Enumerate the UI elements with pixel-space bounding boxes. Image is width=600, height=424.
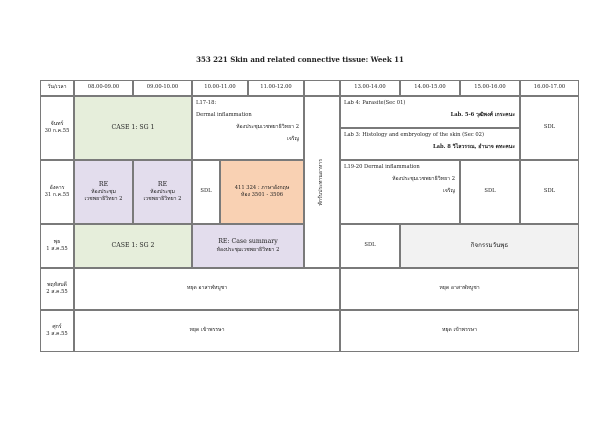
exam-cell <box>220 160 304 224</box>
case-sg2-cell: CASE 1: SG 2 <box>74 224 192 268</box>
header-time-cell: 16.00-17.00 <box>520 80 579 96</box>
sdl-cell: SDL <box>340 224 400 268</box>
re-room-line2: เวชพยาธิวิทยา 2 <box>143 196 182 203</box>
day-name: พุธ <box>53 238 61 245</box>
lab4-cell <box>340 96 520 128</box>
re-room-line1: ห้องประชุม <box>150 189 175 196</box>
day-cell <box>40 96 74 160</box>
re-room: ห้องประชุมเวชพยาธิวิทยา 2 <box>216 246 280 253</box>
lecture-room: ห้องประชุมเวชพยาธิวิทยา 2 <box>392 176 455 182</box>
re-title: RE <box>98 180 109 188</box>
exam-course: 411 324 : ภาษาอังกฤษ <box>234 184 290 191</box>
header-time-cell: 09.00-10.00 <box>133 80 192 96</box>
day-cell <box>40 224 74 268</box>
lecture-teacher: เจริญ <box>442 188 455 194</box>
re-room-line2: เวชพยาธิวิทยา 2 <box>84 196 123 203</box>
header-time-cell: 13.00-14.00 <box>340 80 400 96</box>
header-day-cell: วัน/เวลา <box>40 80 74 96</box>
re-title: RE <box>157 180 168 188</box>
lecture-room: ห้องประชุมเวชพยาธิวิทยา 2 <box>236 124 299 130</box>
day-name: อังคาร <box>49 184 65 191</box>
day-cell <box>40 268 74 310</box>
lab3-cell <box>340 128 520 160</box>
re-title: RE: Case summary <box>218 238 278 246</box>
lunch-break-cell <box>304 96 340 268</box>
day-cell <box>40 310 74 352</box>
day-cell <box>40 160 74 224</box>
day-name: ศุกร์ <box>52 323 62 330</box>
exam-room: ห้อง 3501 - 3506 <box>240 192 284 198</box>
day-date: 3 ส.ค.55 <box>46 331 68 337</box>
page-title: 353 221 Skin and related connective tissue: Week 11 <box>196 55 404 64</box>
lecture-title: L17-18: <box>196 100 217 106</box>
header-time-cell: 10.00-11.00 <box>192 80 248 96</box>
holiday-cell: หยุด เข้าพรรษา <box>74 310 340 352</box>
header-time-cell: 15.00-16.00 <box>460 80 520 96</box>
sdl-cell: SDL <box>460 160 520 224</box>
holiday-cell: หยุด อาสาฬหบูชา <box>340 268 579 310</box>
sdl-cell: SDL <box>520 160 579 224</box>
lecture-l17-cell <box>192 96 304 160</box>
day-date: 31 ก.ค.55 <box>44 192 70 198</box>
case-sg1-cell: CASE 1: SG 1 <box>74 96 192 160</box>
lunch-break-label: พักรับประทานอาหาร <box>318 158 325 206</box>
day-date: 1 ส.ค.55 <box>46 246 68 252</box>
lecture-teacher: เจริญ <box>286 136 299 142</box>
day-date: 30 ก.ค.55 <box>44 128 70 134</box>
wednesday-activity-cell: กิจกรรมวันพุธ <box>400 224 579 268</box>
header-time-cell: 08.00-09.00 <box>74 80 133 96</box>
holiday-cell: หยุด อาสาฬหบูชา <box>74 268 340 310</box>
lab-title: Lab 3: Histology and embryology of the skin (Sec 02) <box>344 132 484 138</box>
day-date: 2 ส.ค.55 <box>46 289 68 295</box>
header-time-cell: 11.00-12.00 <box>248 80 304 96</box>
re-cell <box>74 160 133 224</box>
schedule-table <box>40 80 579 352</box>
header-time-cell: 14.00-15.00 <box>400 80 460 96</box>
re-room-line1: ห้องประชุม <box>91 189 116 196</box>
lecture-l19-cell <box>340 160 460 224</box>
lab-room: Lab. 5-6 วุฒิพงศ์ เกระคนะ <box>450 112 515 118</box>
sdl-cell: SDL <box>192 160 220 224</box>
re-cell <box>133 160 192 224</box>
day-name: พฤหัสบดี <box>47 281 67 288</box>
lab-title: Lab 4: Parasite(Sec 01) <box>344 100 406 106</box>
re-case-summary-cell <box>192 224 304 268</box>
header-lunch-cell <box>304 80 340 96</box>
lecture-title: L19-20 Dermal inflammation <box>344 164 420 170</box>
sdl-cell: SDL <box>520 96 579 160</box>
lecture-topic: Dermal inflammation <box>196 112 252 118</box>
holiday-cell: หยุด เข้าพรรษา <box>340 310 579 352</box>
day-name: จันทร์ <box>50 120 64 127</box>
lab-room: Lab. 8 วิไลวรรณ, อำนาจ ดทะคนะ <box>433 144 515 150</box>
